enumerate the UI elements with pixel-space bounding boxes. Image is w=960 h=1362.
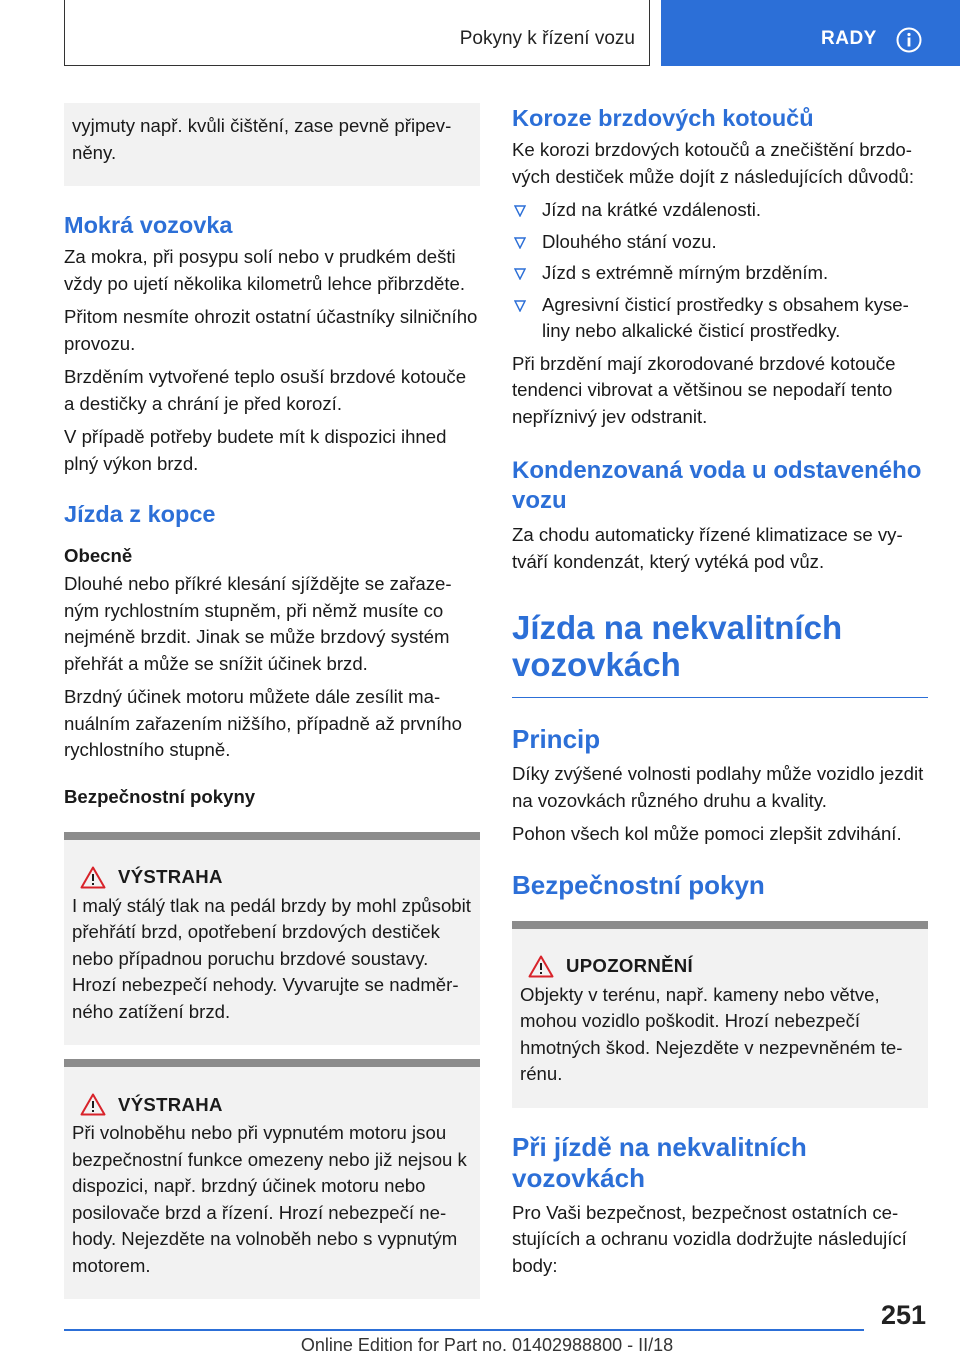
principle-p2: Pohon všech kol může pomoci zlepšit zdvihání.	[512, 823, 902, 844]
left-column	[64, 103, 480, 1299]
warning-triangle-icon	[80, 866, 106, 889]
caution-title: UPOZORNĚNÍ	[566, 955, 693, 976]
list-item: Jízd s extrémně mírným brzděním.	[512, 260, 928, 287]
footer-edition: Online Edition for Part no. 01402988800 - II/18	[300, 1335, 674, 1355]
warning-triangle-icon	[80, 1093, 106, 1116]
wet-road-p3: Brzděním vytvořené teplo osuší brzdové kotouče a destičky a chrání je před korozí.	[64, 366, 467, 414]
list-item: Dlouhého stání vozu.	[512, 229, 928, 256]
general-p1: Dlouhé nebo příkré klesání sjíždějte se zařazeným rychlostním stupněm, při němž musíte co nejméně brzdit. Jinak se může brzdový systém přehřát a může se snížit účinek brzd.	[64, 573, 452, 674]
info-icon	[896, 27, 922, 53]
header-chapter-tab	[661, 0, 960, 66]
condensate-text: Za chodu automaticky řízené klimatizace se vytváří kondenzát, který vytéká pod vůz.	[512, 524, 903, 572]
rough-roads-heading: Jízda na nekvalitních vozovkách	[512, 609, 928, 698]
wet-road-p4: V případě potřeby budete mít k dispozici ihned plný výkon brzd.	[64, 426, 447, 474]
continued-note-box	[64, 103, 480, 186]
page-number: 251	[880, 1300, 926, 1330]
condensate-heading: Kondenzovaná voda u odstaveného vozu	[512, 457, 922, 514]
corrosion-heading: Koroze brzdových kotoučů	[512, 105, 814, 131]
general-p2: Brzdný účinek motoru můžete dále zesílit manuálním zařazením nižšího, případně až prvního rychlostního stupně.	[64, 686, 462, 760]
warning-triangle-icon	[528, 955, 554, 978]
triangle-bullet-icon	[514, 237, 526, 249]
header-section-title: Pokyny k řízení vozu	[459, 28, 635, 49]
header-section-tab	[64, 0, 650, 66]
wet-road-p2: Přitom nesmíte ohrozit ostatní účastníky silničního provozu.	[64, 306, 478, 354]
warning-1-text: I malý stálý tlak na pedál brzdy by mohl způsobit přehřátí brzd, opotřebení brzdových destiček nebo případnou poruchu brzdové soustavy. Hrozí nebezpečí nehody. Vyvarujte se nadměrného zatížení brzd.	[72, 894, 471, 1022]
caution-text: Objekty v terénu, např. kameny nebo větve, mohou vozidlo poškodit. Hrozí nebezpečí hmotných škod. Nejezděte v nezpevněném terénu.	[520, 983, 903, 1084]
general-heading: Obecně	[64, 545, 133, 566]
list-item: Agresivní čisticí prostředky s obsahem kyseliny nebo alkalické čisticí prostředky.	[512, 292, 928, 345]
safety-note-heading: Bezpečnostní pokyn	[512, 869, 765, 900]
continued-note-text: vyjmuty např. kvůli čištění, zase pevně připevněny.	[72, 115, 452, 163]
warning-2-title: VÝSTRAHA	[118, 1093, 223, 1115]
caution-box	[512, 921, 928, 1108]
warning-1-title: VÝSTRAHA	[118, 866, 223, 887]
corrosion-outro: Při brzdění mají zkorodované brzdové kotouče tendenci vibrovat a většinou se nepodaří tento nepříznivý jev odstranit.	[512, 352, 896, 427]
triangle-bullet-icon	[514, 268, 526, 280]
triangle-bullet-icon	[514, 300, 526, 312]
principle-p1: Díky zvýšené volnosti podlahy může vozidlo jezdit na vozovkách různého druhu a kvality.	[512, 763, 924, 811]
wet-road-heading: Mokrá vozovka	[64, 212, 233, 238]
downhill-heading: Jízda z kopce	[64, 501, 216, 527]
triangle-bullet-icon	[514, 205, 526, 217]
footer-divider	[64, 1329, 864, 1331]
header-chapter-title: RADY	[821, 28, 877, 49]
corrosion-intro: Ke korozi brzdových kotoučů a znečištění brzdových destiček může dojít z následujících důvodů:	[512, 139, 915, 187]
wet-road-p1: Za mokra, při posypu solí nebo v prudkém dešti vždy po ujetí několika kilometrů lehce přibrzděte.	[64, 246, 466, 294]
warning-box-1	[64, 832, 480, 1046]
safety-instructions-heading: Bezpečnostní pokyny	[64, 785, 256, 807]
corrosion-causes-list	[512, 197, 928, 345]
warning-box-2	[64, 1059, 480, 1299]
right-column	[512, 103, 928, 1286]
warning-2-text: Při volnoběhu nebo při vypnutém motoru jsou bezpečnostní funkce omezeny nebo již nejsou k dispozici, např. brzdný účinek motoru nebo posilovače brzd a řízení. Hrozí nebezpečí nehody. Nejezděte na volnoběh nebo s vypnutým motorem.	[72, 1122, 467, 1276]
driving-rough-text: Pro Vaši bezpečnost, bezpečnost ostatních cestujících a ochranu vozidla dodržujte následující body:	[512, 1201, 907, 1276]
driving-rough-heading: Při jízdě na nekvalitních vozovkách	[512, 1131, 807, 1193]
list-item: Jízd na krátké vzdálenosti.	[512, 197, 928, 224]
principle-heading: Princip	[512, 724, 601, 754]
